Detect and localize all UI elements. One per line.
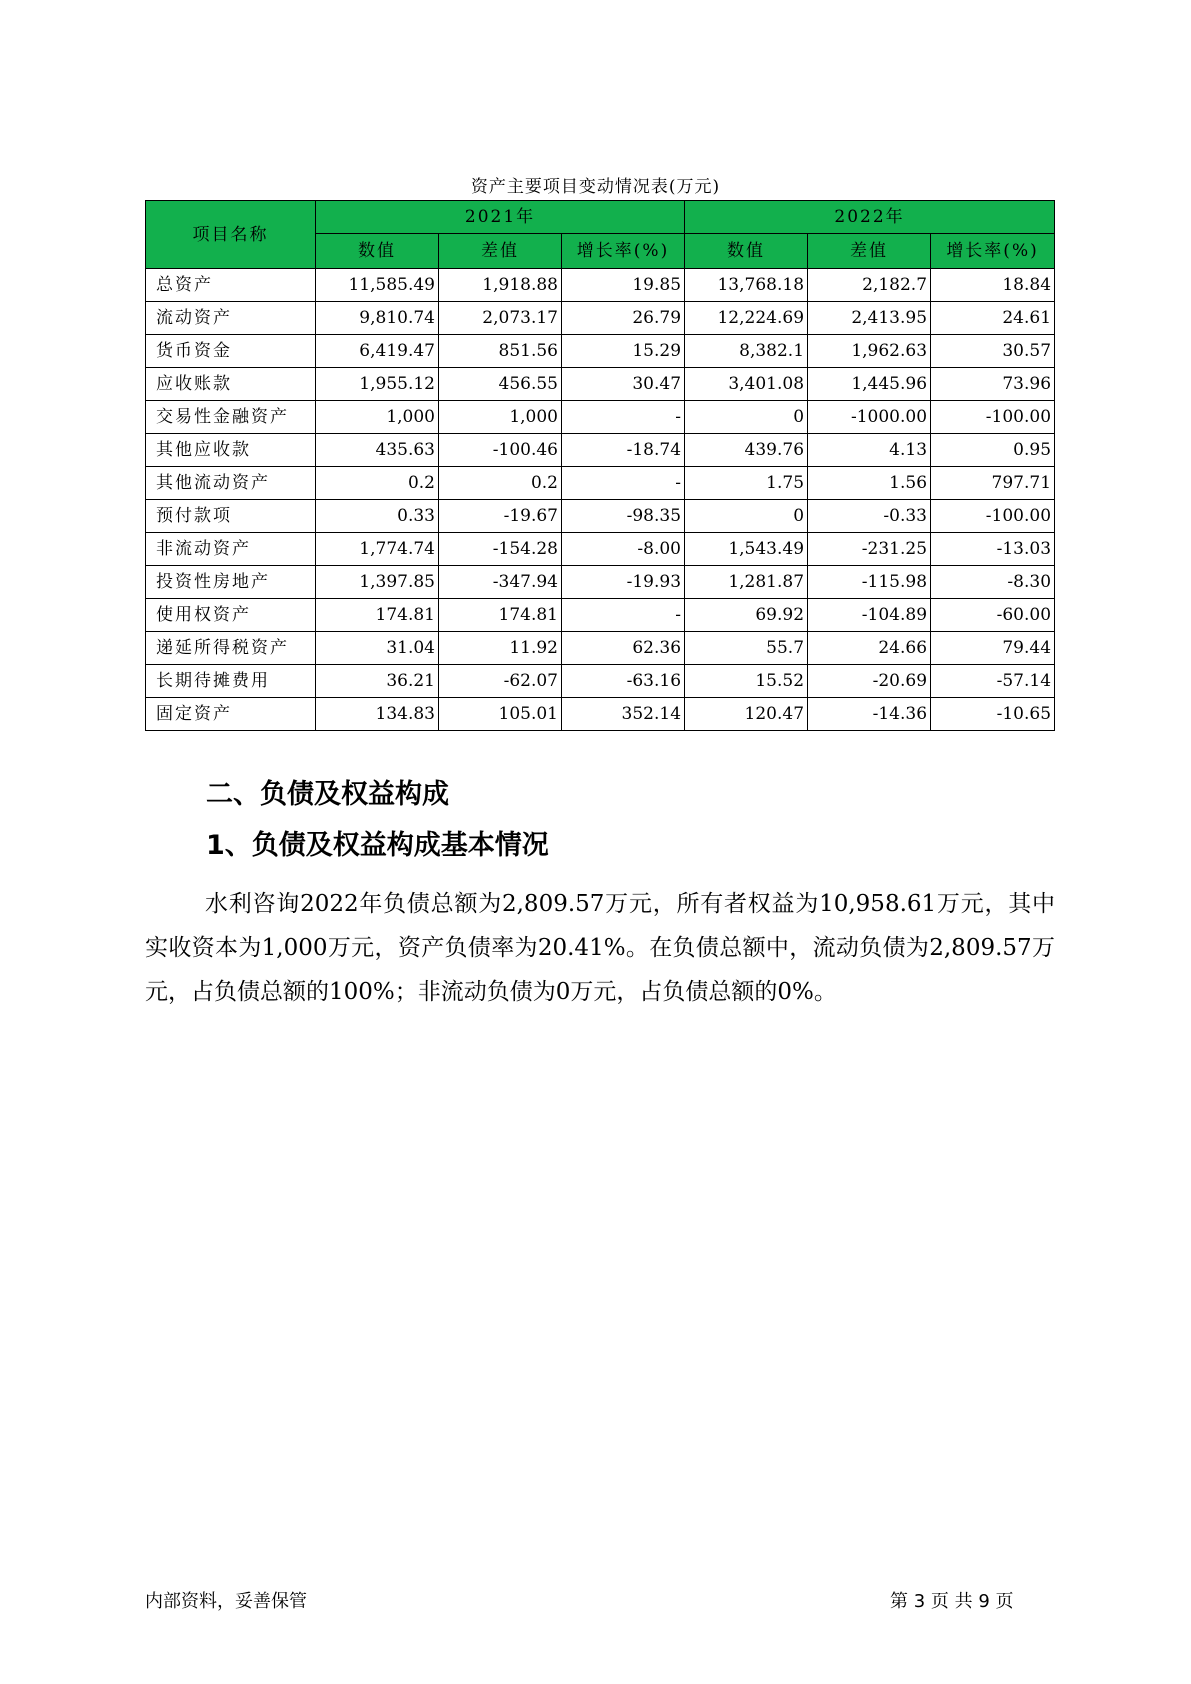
table-cell: -8.30 bbox=[931, 566, 1055, 599]
table-cell: -231.25 bbox=[808, 533, 931, 566]
row-label: 递延所得税资产 bbox=[146, 632, 316, 665]
table-cell: 19.85 bbox=[562, 269, 685, 302]
table-cell: -0.33 bbox=[808, 500, 931, 533]
table-cell: 73.96 bbox=[931, 368, 1055, 401]
footer-page-number: 第 3 页 共 9 页 bbox=[890, 1591, 1014, 1612]
table-row bbox=[146, 698, 1055, 731]
header-growth-2022: 增长率(%) bbox=[931, 234, 1055, 269]
table-cell: 0.33 bbox=[316, 500, 439, 533]
table-cell: -19.93 bbox=[562, 566, 685, 599]
table-cell: 0 bbox=[685, 500, 808, 533]
table-cell: 2,073.17 bbox=[439, 302, 562, 335]
table-cell: 79.44 bbox=[931, 632, 1055, 665]
table-cell: 15.29 bbox=[562, 335, 685, 368]
body-paragraph: 水利咨询2022年负债总额为2,809.57万元，所有者权益为10,958.61万元，其中实收资本为1,000万元，资产负债率为20.41%。在负债总额中，流动负债为2,809.57万元，占负债总额的100%；非流动负债为0万元，占负债总额的0%。 bbox=[145, 891, 1055, 1005]
table-cell: -100.00 bbox=[931, 401, 1055, 434]
table-cell: 8,382.1 bbox=[685, 335, 808, 368]
table-body bbox=[146, 269, 1055, 731]
table-cell: -154.28 bbox=[439, 533, 562, 566]
row-label: 总资产 bbox=[146, 269, 316, 302]
asset-change-table bbox=[145, 200, 1055, 731]
table-cell: 1.75 bbox=[685, 467, 808, 500]
header-year-2021: 2021年 bbox=[316, 201, 685, 234]
table-cell: 174.81 bbox=[316, 599, 439, 632]
header-value-2022: 数值 bbox=[685, 234, 808, 269]
table-cell: -100.00 bbox=[931, 500, 1055, 533]
table-cell: 31.04 bbox=[316, 632, 439, 665]
table-row bbox=[146, 335, 1055, 368]
table-cell: 1,962.63 bbox=[808, 335, 931, 368]
row-label: 其他流动资产 bbox=[146, 467, 316, 500]
table-row bbox=[146, 467, 1055, 500]
table-cell: -13.03 bbox=[931, 533, 1055, 566]
table-cell: -14.36 bbox=[808, 698, 931, 731]
table-row bbox=[146, 368, 1055, 401]
table-cell: 1,397.85 bbox=[316, 566, 439, 599]
header-diff-2022: 差值 bbox=[808, 234, 931, 269]
table-cell: -10.65 bbox=[931, 698, 1055, 731]
table-cell: -347.94 bbox=[439, 566, 562, 599]
table-cell: 1,445.96 bbox=[808, 368, 931, 401]
table-row bbox=[146, 599, 1055, 632]
table-cell: 0 bbox=[685, 401, 808, 434]
table-cell: -62.07 bbox=[439, 665, 562, 698]
table-cell: 134.83 bbox=[316, 698, 439, 731]
header-diff-2021: 差值 bbox=[439, 234, 562, 269]
table-cell: 1,918.88 bbox=[439, 269, 562, 302]
table-cell: 69.92 bbox=[685, 599, 808, 632]
table-cell: 105.01 bbox=[439, 698, 562, 731]
table-cell: 1,955.12 bbox=[316, 368, 439, 401]
table-cell: 0.2 bbox=[316, 467, 439, 500]
row-label: 固定资产 bbox=[146, 698, 316, 731]
table-cell: 36.21 bbox=[316, 665, 439, 698]
table-cell: 2,182.7 bbox=[808, 269, 931, 302]
table-cell: 6,419.47 bbox=[316, 335, 439, 368]
footer-confidential-note: 内部资料，妥善保管 bbox=[145, 1591, 307, 1612]
table-row bbox=[146, 566, 1055, 599]
table-row bbox=[146, 434, 1055, 467]
table-cell: -1000.00 bbox=[808, 401, 931, 434]
table-cell: - bbox=[562, 467, 685, 500]
row-label: 交易性金融资产 bbox=[146, 401, 316, 434]
table-cell: 3,401.08 bbox=[685, 368, 808, 401]
table-cell: 435.63 bbox=[316, 434, 439, 467]
row-label: 投资性房地产 bbox=[146, 566, 316, 599]
table-cell: 120.47 bbox=[685, 698, 808, 731]
table-cell: -104.89 bbox=[808, 599, 931, 632]
row-label: 长期待摊费用 bbox=[146, 665, 316, 698]
table-cell: 1.56 bbox=[808, 467, 931, 500]
section-heading: 二、负债及权益构成 bbox=[206, 779, 449, 810]
table-row bbox=[146, 533, 1055, 566]
table-cell: 1,000 bbox=[316, 401, 439, 434]
table-cell: -8.00 bbox=[562, 533, 685, 566]
table-caption: 资产主要项目变动情况表(万元) bbox=[470, 177, 721, 197]
table-row bbox=[146, 401, 1055, 434]
table-cell: -100.46 bbox=[439, 434, 562, 467]
header-item-name: 项目名称 bbox=[146, 201, 316, 269]
table-cell: 15.52 bbox=[685, 665, 808, 698]
table-cell: 174.81 bbox=[439, 599, 562, 632]
table-cell: -19.67 bbox=[439, 500, 562, 533]
table-cell: 24.61 bbox=[931, 302, 1055, 335]
table-row bbox=[146, 632, 1055, 665]
table-cell: 13,768.18 bbox=[685, 269, 808, 302]
table-cell: -57.14 bbox=[931, 665, 1055, 698]
row-label: 使用权资产 bbox=[146, 599, 316, 632]
table-cell: -60.00 bbox=[931, 599, 1055, 632]
table-cell: -18.74 bbox=[562, 434, 685, 467]
table-cell: 1,543.49 bbox=[685, 533, 808, 566]
row-label: 应收账款 bbox=[146, 368, 316, 401]
table-row bbox=[146, 269, 1055, 302]
table-cell: 18.84 bbox=[931, 269, 1055, 302]
table-cell: 797.71 bbox=[931, 467, 1055, 500]
table-cell: 9,810.74 bbox=[316, 302, 439, 335]
row-label: 预付款项 bbox=[146, 500, 316, 533]
table-cell: 26.79 bbox=[562, 302, 685, 335]
table-cell: 456.55 bbox=[439, 368, 562, 401]
table-cell: 30.47 bbox=[562, 368, 685, 401]
table-cell: 4.13 bbox=[808, 434, 931, 467]
table-cell: -98.35 bbox=[562, 500, 685, 533]
table-cell: 851.56 bbox=[439, 335, 562, 368]
table-row bbox=[146, 665, 1055, 698]
table-cell: -115.98 bbox=[808, 566, 931, 599]
row-label: 流动资产 bbox=[146, 302, 316, 335]
row-label: 其他应收款 bbox=[146, 434, 316, 467]
table-cell: 439.76 bbox=[685, 434, 808, 467]
header-year-2022: 2022年 bbox=[685, 201, 1055, 234]
table-cell: - bbox=[562, 599, 685, 632]
table-row bbox=[146, 500, 1055, 533]
header-value-2021: 数值 bbox=[316, 234, 439, 269]
table-cell: 12,224.69 bbox=[685, 302, 808, 335]
row-label: 货币资金 bbox=[146, 335, 316, 368]
header-growth-2021: 增长率(%) bbox=[562, 234, 685, 269]
table-cell: - bbox=[562, 401, 685, 434]
table-cell: 24.66 bbox=[808, 632, 931, 665]
table-cell: -20.69 bbox=[808, 665, 931, 698]
table-cell: 352.14 bbox=[562, 698, 685, 731]
table-cell: 55.7 bbox=[685, 632, 808, 665]
table-row bbox=[146, 302, 1055, 335]
table-cell: 2,413.95 bbox=[808, 302, 931, 335]
row-label: 非流动资产 bbox=[146, 533, 316, 566]
table-cell: 1,774.74 bbox=[316, 533, 439, 566]
table-cell: 0.95 bbox=[931, 434, 1055, 467]
table-cell: 11,585.49 bbox=[316, 269, 439, 302]
table-cell: 11.92 bbox=[439, 632, 562, 665]
table-cell: 1,281.87 bbox=[685, 566, 808, 599]
table-cell: 30.57 bbox=[931, 335, 1055, 368]
table-cell: 62.36 bbox=[562, 632, 685, 665]
section-subheading: 1、负债及权益构成基本情况 bbox=[206, 830, 549, 861]
table-cell: -63.16 bbox=[562, 665, 685, 698]
table-cell: 0.2 bbox=[439, 467, 562, 500]
table-cell: 1,000 bbox=[439, 401, 562, 434]
